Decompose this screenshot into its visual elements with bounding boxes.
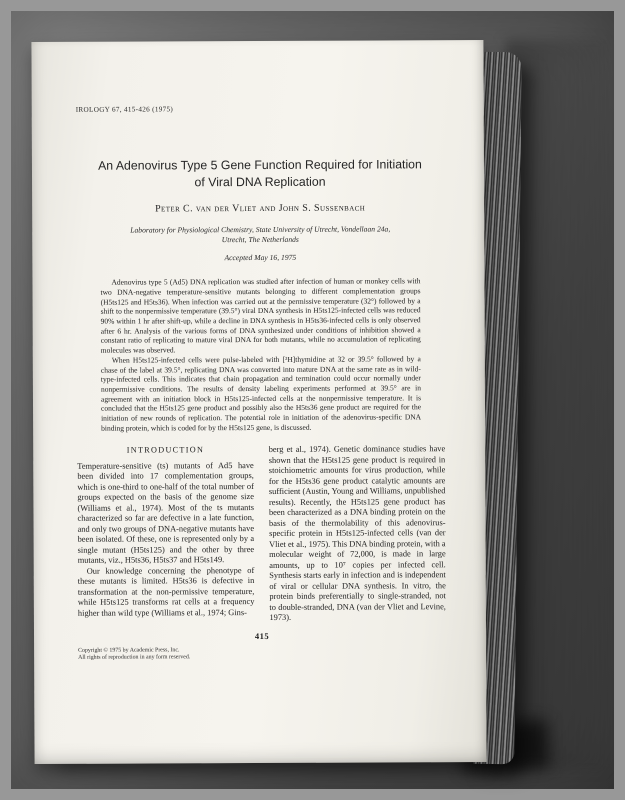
introduction-heading: INTRODUCTION <box>126 445 205 456</box>
journal-header: IROLOGY 67, 415-426 (1975) <box>75 105 174 114</box>
affiliation: Laboratory for Physiological Chemistry, State University of Utrecht, Vondellaan 24a, Utrecht, The Netherlands <box>130 224 391 244</box>
page-content <box>31 40 486 764</box>
copyright-notice <box>78 646 446 662</box>
copyright-line2: All rights of reproduction in any form reserved. <box>78 654 191 662</box>
paper-title-line2: of Viral DNA Replication <box>194 174 326 189</box>
paper-title-line1: An Adenovirus Type 5 Gene Function Required for Initiation <box>98 157 422 173</box>
two-column-body <box>77 445 446 625</box>
abstract-paragraph-1: Adenovirus type 5 (Ad5) DNA replication was studied after infection of human or monkey cells with two DNA-negative temperature-sensitive mutants belonging to different complementation groups (H5ts125 and H5ts36). When infection was carried out at the permissive temperature (32°) followed by a shift to the nonpermissive temperature (39.5°) viral DNA synthesis in H5ts125-infected cells was reduced 90% within 1 hr after shift-up, while a decline in DNA synthesis in H5ts36-infected cells is only observed after 6 hr. Analysis of the various forms of DNA synthesized under conditions of inhibition showed a constant ratio of replicating to mature viral DNA for both mutants, while no accumulation of replicating molecules was observed. <box>100 276 421 355</box>
abstract <box>76 276 445 433</box>
right-column <box>269 445 446 624</box>
page-number: 415 <box>254 630 270 641</box>
authors-line: Peter C. van der Vliet and John S. Sussenbach <box>155 202 366 215</box>
scanned-page <box>31 40 486 764</box>
abstract-paragraph-2: When H5ts125-infected cells were pulse-labeled with [³H]thymidine at 32 or 39.5° followed by a chase of the label at 39.5°, replicating DNA was converted into mature DNA at the same rate as in wild-type-infected cells. This indicates that chain propagation and termination could occur normally under nonpermissive conditions. The results of density labeling experiments performed at 39.5° are in agreement with an initiation block in H5ts125-infected cells at the nonpermissive temperature. It is concluded that the H5ts125 gene product and possibly also the H5ts36 gene product are required for the initiation of new rounds of replication. The potential role in initiation of the adenovirus-specific DNA binding protein, which is coded for by the H5ts125 gene, is discussed. <box>100 354 422 433</box>
left-column <box>77 445 254 624</box>
accepted-date: Accepted May 16, 1975 <box>224 253 297 263</box>
left-column-paragraph-2: Our knowledge concerning the phenotype of these mutants is limited. H5ts36 is defective in transformation at the non-permissive temperature, while H5ts125 transforms rat cells at a frequency higher than wild type (Williams et al., 1974; Gins- <box>77 565 255 618</box>
paper-title <box>76 156 444 191</box>
copyright-line1: Copyright © 1975 by Academic Press, Inc. <box>78 647 180 654</box>
left-column-paragraph-1: Temperature-sensitive (ts) mutants of Ad5 have been divided into 17 complementation groups, which is one-third to one-half of the total number of groups expected on the basis of the genome size (Williams et al., 1974). Most of the ts mutants characterized so far are defective in a late function, and only two groups of DNA-negative mutants have been isolated. Of these, one is represented only by a single mutant (H5ts125) and the other by three mutants, viz., H5ts36, H5ts37 and H5ts149. <box>77 460 255 566</box>
right-column-paragraph-1: berg et al., 1974). Genetic dominance studies have shown that the H5ts125 gene product is required in stoichiometric amounts for virus production, while for the H5ts36 gene product catalytic amounts are sufficient (Austin, Young and Williams, unpublished results). Recently, the H5ts125 gene product has been characterized as a DNA binding protein on the basis of the thermolability of this adenovirus-specific protein in H5ts125-infected cells (van der Vliet et al., 1975). This DNA binding protein, with a molecular weight of 72,000, is made in large amounts, up to 10⁷ copies per infected cell. Synthesis starts early in infection and is independent of viral or cellular DNA synthesis. In vitro, the protein binds preferentially to single-stranded, not to double-stranded, DNA (van der Vliet and Levine, 1973). <box>268 444 446 623</box>
